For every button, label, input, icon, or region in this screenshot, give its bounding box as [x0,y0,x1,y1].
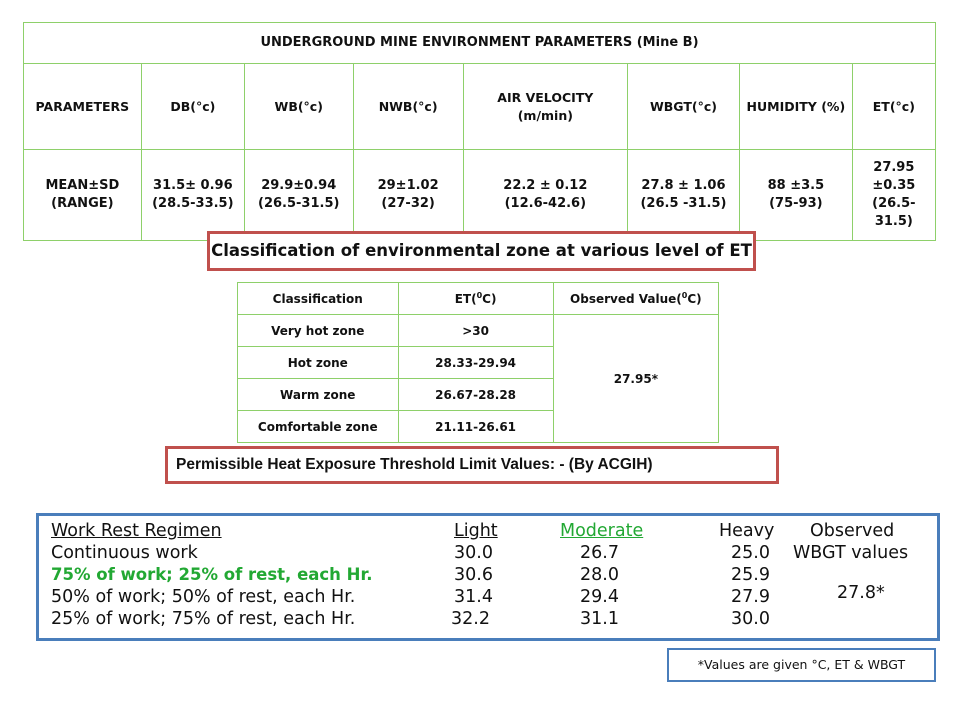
classification-header-row [238,283,719,315]
header-parameters: PARAMETERS [24,64,142,150]
header-et-range: ET($^0$C) [398,283,553,315]
regimen-label: 75% of work; 25% of rest, each Hr. [51,565,373,584]
regimen-label: Continuous work [51,543,198,563]
header-observed: Observed [810,521,895,541]
header-work-rest-regimen: Work Rest Regimen [51,521,222,541]
heavy-value: 30.0 [731,609,770,629]
zone-range: 28.33-29.94 [398,347,553,379]
zone-range: 21.11-26.61 [398,411,553,443]
moderate-value: 26.7 [580,543,619,563]
zone-label: Comfortable zone [238,411,399,443]
cell-wb: 29.9±0.94 (26.5-31.5) [244,150,353,241]
table-row [238,315,719,347]
light-value: 30.0 [454,543,493,563]
moderate-value: 31.1 [580,609,619,629]
cell-nwb: 29±1.02 (27-32) [353,150,463,241]
heavy-value: 25.0 [731,543,770,563]
regimen-label: 25% of work; 75% of rest, each Hr. [51,609,356,629]
header-wbgt-values: WBGT values [793,543,909,563]
header-air-velocity: AIR VELOCITY (m/min) [463,64,627,150]
zone-label: Hot zone [238,347,399,379]
cell-humidity: 88 ±3.5 (75-93) [740,150,853,241]
cell-air-velocity: 22.2 ± 0.12 (12.6-42.6) [463,150,627,241]
header-wb: WB(°c) [244,64,353,150]
cell-et: 27.95 ±0.35 (26.5-31.5) [852,150,935,241]
moderate-value: 29.4 [580,587,619,607]
light-value: 31.4 [454,587,493,607]
observed-et-value: 27.95* [553,315,718,443]
header-light: Light [454,521,498,541]
header-wbgt: WBGT(°c) [627,64,739,150]
zone-label: Very hot zone [238,315,399,347]
zone-range: >30 [398,315,553,347]
classification-table [237,282,719,443]
zone-range: 26.67-28.28 [398,379,553,411]
table-row [24,150,936,241]
light-value: 32.2 [451,609,490,629]
table-header-row [24,64,936,150]
zone-label: Warm zone [238,379,399,411]
moderate-value: 28.0 [580,565,619,585]
units-footnote: *Values are given °C, ET & WBGT [667,648,936,682]
regimen-label: 50% of work; 50% of rest, each Hr. [51,587,356,607]
tlv-box [36,513,940,641]
header-moderate: Moderate [560,521,644,541]
mine-parameters-table [23,22,936,241]
header-heavy: Heavy [719,521,775,541]
observed-wbgt-value: 27.8* [837,583,885,603]
heavy-value: 27.9 [731,587,770,607]
heavy-value: 25.9 [731,565,770,585]
header-humidity: HUMIDITY (%) [740,64,853,150]
classification-heading: Classification of environmental zone at various level of ET [207,231,756,271]
header-observed-value: Observed Value($^0$C) [553,283,718,315]
cell-wbgt: 27.8 ± 1.06 (26.5 -31.5) [627,150,739,241]
table-title: UNDERGROUND MINE ENVIRONMENT PARAMETERS (Mine B) [24,23,936,64]
cell-db: 31.5± 0.96 (28.5-33.5) [141,150,244,241]
tlv-heading: Permissible Heat Exposure Threshold Limit Values: - (By ACGIH) [165,446,779,484]
light-value: 30.6 [454,565,493,585]
header-db: DB(°c) [141,64,244,150]
cell-mean-sd: MEAN±SD (RANGE) [24,150,142,241]
header-et: ET(°c) [852,64,935,150]
header-nwb: NWB(°c) [353,64,463,150]
header-classification: Classification [238,283,399,315]
